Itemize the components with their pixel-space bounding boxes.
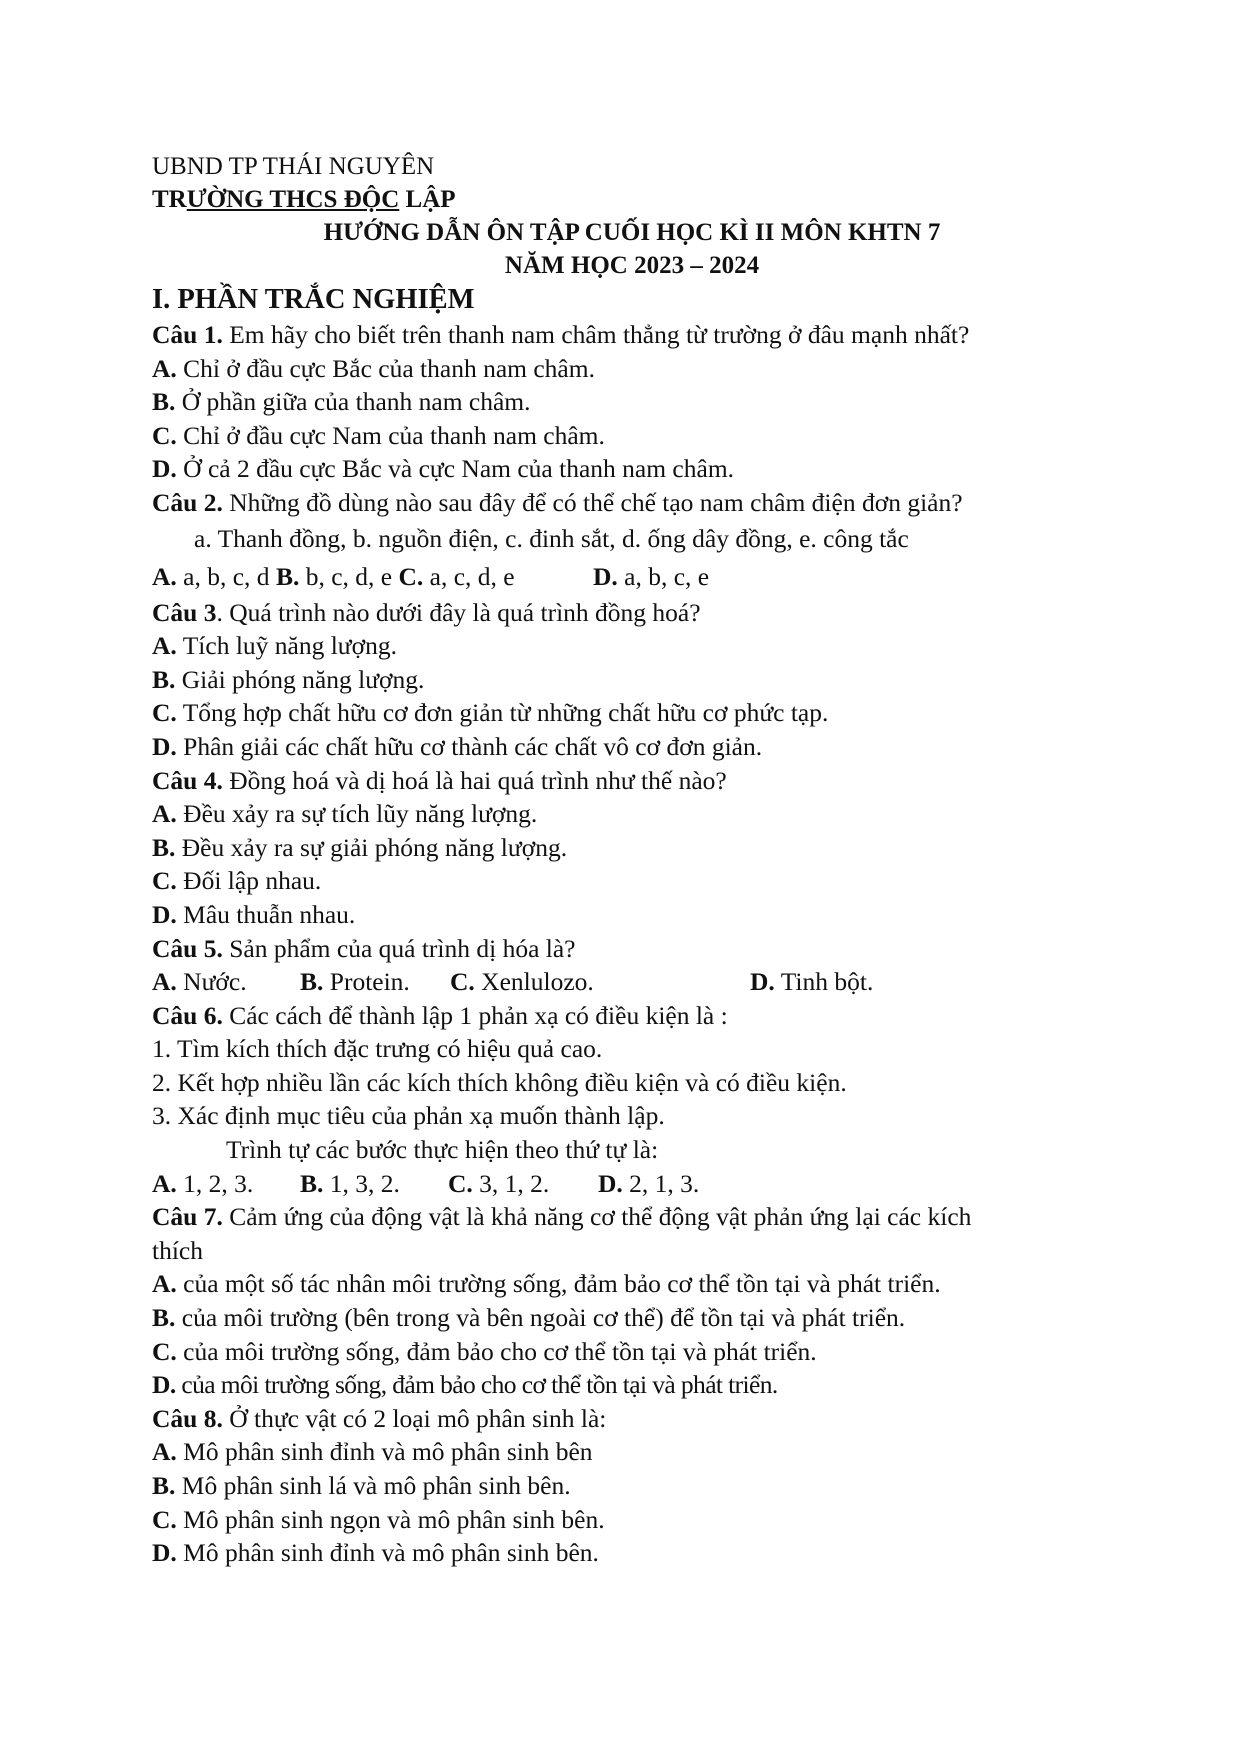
option-label: C. (450, 967, 475, 997)
option-label: C. (398, 561, 424, 591)
option-c (398, 558, 514, 596)
question-number: Câu 5. (152, 933, 223, 963)
option-a (152, 1167, 300, 1201)
option-b (152, 385, 1112, 419)
question-text: Các cách để thành lập 1 phản xạ có điều kiện là : (222, 1000, 728, 1030)
question-text: . Quá trình nào dưới đây là quá trình đồng hoá? (216, 597, 701, 627)
school-name (152, 183, 1112, 216)
option-d (598, 1167, 699, 1201)
step-1: 1. Tìm kích thích đặc trưng có hiệu quả cao. (152, 1034, 603, 1064)
question-text: Những đồ dùng nào sau đây để có thể chế tạo nam châm điện đơn giản? (222, 487, 963, 517)
option-c (152, 1503, 1112, 1537)
option-label: D. (592, 561, 618, 591)
option-label: C. (152, 698, 177, 728)
authority-name: UBND TP THÁI NGUYÊN (152, 153, 435, 180)
option-text: Giải phóng năng lượng. (181, 664, 425, 694)
option-b (152, 1469, 1112, 1503)
option-text: Mâu thuẫn nhau. (183, 899, 356, 929)
option-b (276, 558, 392, 596)
option-c (152, 1335, 1112, 1369)
option-text: Mô phân sinh đỉnh và mô phân sinh bên (183, 1437, 593, 1467)
question-number: Câu 1. (152, 320, 223, 349)
option-text: của môi trường sống, đảm bảo cho cơ thể tồn tại và phát triển. (183, 1336, 817, 1366)
option-a (152, 629, 1112, 663)
option-label: D. (152, 899, 177, 929)
option-label: A. (152, 1168, 177, 1198)
option-text: Tinh bột. (780, 967, 874, 997)
option-a (152, 1435, 1112, 1469)
school-year: NĂM HỌC 2023 – 2024 (504, 252, 760, 279)
option-c (152, 419, 1112, 453)
school-name-part: LẬP (399, 186, 456, 213)
school-name-underlined: ƯỜNG THCS ĐỘC (186, 186, 400, 213)
option-a (152, 1267, 1112, 1301)
question-number: Câu 2. (152, 487, 223, 517)
question-3 (152, 596, 1112, 630)
option-text: Xenlulozo. (481, 967, 594, 997)
school-name-part: TR (152, 186, 187, 213)
option-label: A. (152, 561, 177, 591)
option-c (152, 696, 1112, 730)
question-2 (152, 486, 1112, 520)
option-text: Tổng hợp chất hữu cơ đơn giản từ những chất hữu cơ phức tạp. (182, 698, 829, 728)
option-text: Protein. (329, 967, 410, 997)
option-label: B. (152, 664, 176, 694)
option-label: A. (152, 353, 177, 383)
question-number: Câu 3 (152, 597, 217, 627)
question-number: Câu 6. (152, 1000, 223, 1030)
option-text: Tích luỹ năng lượng. (182, 631, 397, 661)
option-text: của môi trường (bên trong và bên ngoài cơ thể) để tồn tại và phát triển. (181, 1303, 906, 1333)
option-d (152, 1536, 1112, 1570)
option-text: a, b, c, d (176, 561, 270, 591)
option-label: C. (152, 866, 177, 896)
option-text: a, b, c, e (617, 561, 710, 591)
option-b (152, 1301, 1112, 1335)
option-label: A. (152, 1269, 177, 1299)
option-text: Đều xảy ra sự giải phóng năng lượng. (181, 832, 568, 862)
option-text: 1, 3, 2. (329, 1168, 400, 1198)
step-3: 3. Xác định mục tiêu của phản xạ muốn thành lập. (152, 1101, 665, 1131)
option-c (450, 965, 750, 999)
option-c (152, 864, 1112, 898)
option-a (152, 797, 1112, 831)
option-label: B. (152, 1303, 176, 1333)
question-6-options (152, 1167, 1112, 1201)
option-text: của môi trường sống, đảm bảo cho cơ thể tồn tại và phát triển. (181, 1370, 778, 1400)
question-text: Đồng hoá và dị hoá là hai quá trình như thế nào? (222, 765, 727, 795)
option-label: D. (152, 731, 177, 761)
option-label: C. (152, 1504, 177, 1534)
question-text: Cảm ứng của động vật là khả năng cơ thể động vật phản ứng lại các kích (222, 1202, 972, 1232)
option-label: C. (152, 1336, 177, 1366)
question-4 (152, 764, 1112, 798)
option-d (593, 558, 709, 596)
option-text: Chỉ ở đầu cực Bắc của thanh nam châm. (183, 353, 595, 383)
option-label: B. (152, 1471, 176, 1500)
option-label: A. (152, 631, 177, 661)
option-label: D. (152, 1538, 177, 1568)
option-d (152, 452, 1112, 486)
option-text: 2, 1, 3. (629, 1168, 700, 1198)
question-text: Sản phẩm của quá trình dị hóa là? (222, 933, 576, 963)
question-1 (152, 318, 1112, 352)
option-b (152, 663, 1112, 697)
document-page (152, 150, 1112, 1570)
option-a (152, 965, 300, 999)
option-text: Ở cả 2 đầu cực Bắc và cực Nam của thanh nam châm. (183, 454, 735, 484)
option-b (300, 1167, 448, 1201)
option-text: 3, 1, 2. (479, 1168, 550, 1198)
option-text: Ở phần giữa của thanh nam châm. (181, 387, 531, 417)
option-c (448, 1167, 598, 1201)
option-text: của một số tác nhân môi trường sống, đảm bảo cơ thể tồn tại và phát triển. (183, 1269, 941, 1299)
option-label: B. (152, 387, 176, 417)
option-d (152, 1368, 1112, 1402)
option-b (152, 831, 1112, 865)
option-text: a, c, d, e (423, 561, 515, 591)
option-label: B. (300, 967, 324, 997)
document-title: HƯỚNG DẪN ÔN TẬP CUỐI HỌC KÌ II MÔN KHTN 7 (323, 219, 941, 246)
question-number: Câu 8. (152, 1403, 223, 1433)
option-d (750, 965, 873, 999)
option-label: D. (152, 454, 177, 484)
option-label: B. (300, 1168, 324, 1198)
option-text: Chỉ ở đầu cực Nam của thanh nam châm. (183, 420, 605, 450)
question-8 (152, 1402, 1112, 1436)
option-text: Mô phân sinh lá và mô phân sinh bên. (181, 1471, 571, 1500)
question-number: Câu 7. (152, 1202, 223, 1232)
option-label: D. (152, 1370, 176, 1400)
option-label: C. (448, 1168, 473, 1198)
option-a (152, 558, 270, 596)
option-label: B. (275, 561, 300, 591)
option-text: b, c, d, e (299, 561, 393, 591)
section-title: I. PHẦN TRẮC NGHIỆM (152, 284, 475, 315)
option-text: 1, 2, 3. (183, 1168, 254, 1198)
option-text: Đối lập nhau. (183, 866, 322, 896)
step-2: 2. Kết hợp nhiều lần các kích thích không điều kiện và có điều kiện. (152, 1067, 847, 1097)
option-text: Mô phân sinh đỉnh và mô phân sinh bên. (183, 1538, 599, 1568)
question-7 (152, 1200, 1112, 1234)
option-label: D. (750, 967, 775, 997)
option-label: B. (152, 832, 176, 862)
option-label: A. (152, 1437, 177, 1467)
option-label: D. (598, 1168, 623, 1198)
question-number: Câu 4. (152, 765, 223, 795)
question-text: Ở thực vật có 2 loại mô phân sinh là: (222, 1403, 607, 1433)
question-6 (152, 999, 1112, 1033)
option-text: Nước. (183, 967, 247, 997)
question-2-items: a. Thanh đồng, b. nguồn điện, c. đinh sắt, d. ống dây đồng, e. công tắc (194, 523, 909, 553)
question-7-continuation: thích (152, 1235, 203, 1265)
option-label: A. (152, 799, 177, 829)
order-prompt: Trình tự các bước thực hiện theo thứ tự là: (226, 1135, 659, 1165)
option-text: Mô phân sinh ngọn và mô phân sinh bên. (183, 1504, 605, 1534)
option-text: Phân giải các chất hữu cơ thành các chất vô cơ đơn giản. (183, 731, 763, 761)
option-label: A. (152, 967, 177, 997)
option-a (152, 352, 1112, 386)
question-text: Em hãy cho biết trên thanh nam châm thẳng từ trường ở đâu mạnh nhất? (222, 320, 970, 349)
question-5 (152, 932, 1112, 966)
option-d (152, 730, 1112, 764)
option-b (300, 965, 450, 999)
option-d (152, 898, 1112, 932)
option-text: Đều xảy ra sự tích lũy năng lượng. (183, 799, 538, 829)
question-5-options (152, 965, 1112, 999)
option-label: C. (152, 420, 177, 450)
question-2-options (152, 558, 1112, 596)
